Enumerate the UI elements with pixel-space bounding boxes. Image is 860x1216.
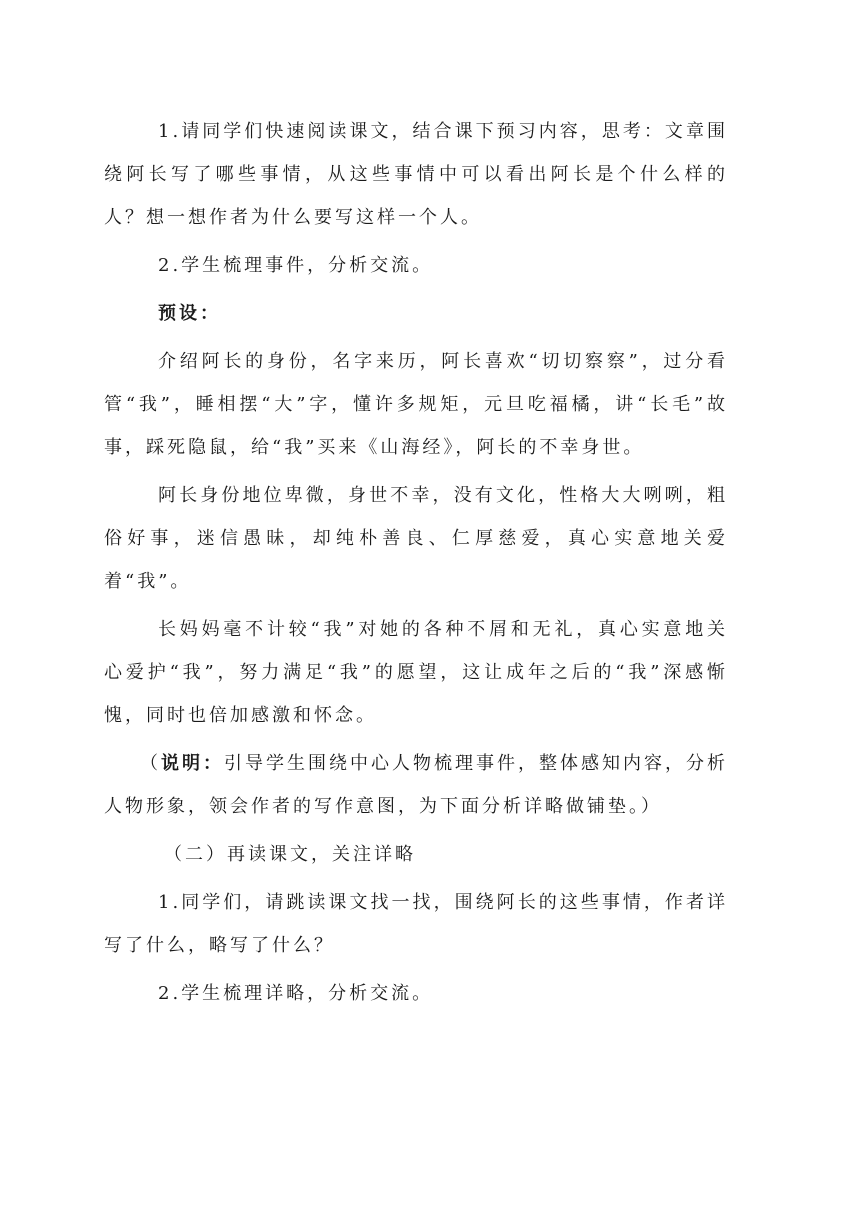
question-3: 1.同学们，请跳读课文找一找，围绕阿长的这些事情，作者详写了什么，略写了什么？ — [104, 892, 728, 956]
teaching-note — [104, 742, 728, 828]
note-open-paren: （ — [140, 753, 161, 774]
preset-theme: 长妈妈毫不计较“我”对她的各种不屑和无礼，真心实意地关心爱护“我”，努力满足“我”的愿望，这让成年之后的“我”深感惭愧，同时也倍加感激和怀念。 — [104, 619, 728, 726]
question-1: 1.请同学们快速阅读课文，结合课下预习内容，思考：文章围绕阿长写了哪些事情，从这些事情中可以看出阿长是个什么样的人？想一想作者为什么要写这样一个人。 — [104, 121, 728, 228]
document-body — [104, 110, 728, 1020]
section-heading-2: （二）再读课文，关注详略 — [164, 844, 416, 865]
preset-events: 介绍阿长的身份，名字来历，阿长喜欢“切切察察”，过分看管“我”，睡相摆“大”字，懂许多规矩，元旦吃福橘，讲“长毛”故事，踩死隐鼠，给“我”买来《山海经》，阿长的不幸身世。 — [104, 351, 728, 458]
step-4: 2.学生梳理详略，分析交流。 — [158, 983, 434, 1004]
note-label: 说明： — [161, 753, 224, 774]
preset-label: 预设： — [158, 303, 221, 324]
step-2: 2.学生梳理事件，分析交流。 — [158, 255, 434, 276]
note-body: 引导学生围绕中心人物梳理事件，整体感知内容，分析人物形象，领会作者的写作意图，为下面分析详略做铺垫。） — [104, 753, 728, 817]
preset-heading — [104, 292, 728, 335]
preset-character: 阿长身份地位卑微，身世不幸，没有文化，性格大大咧咧，粗俗好事，迷信愚昧，却纯朴善良、仁厚慈爱，真心实意地关爱着“我”。 — [104, 485, 728, 592]
